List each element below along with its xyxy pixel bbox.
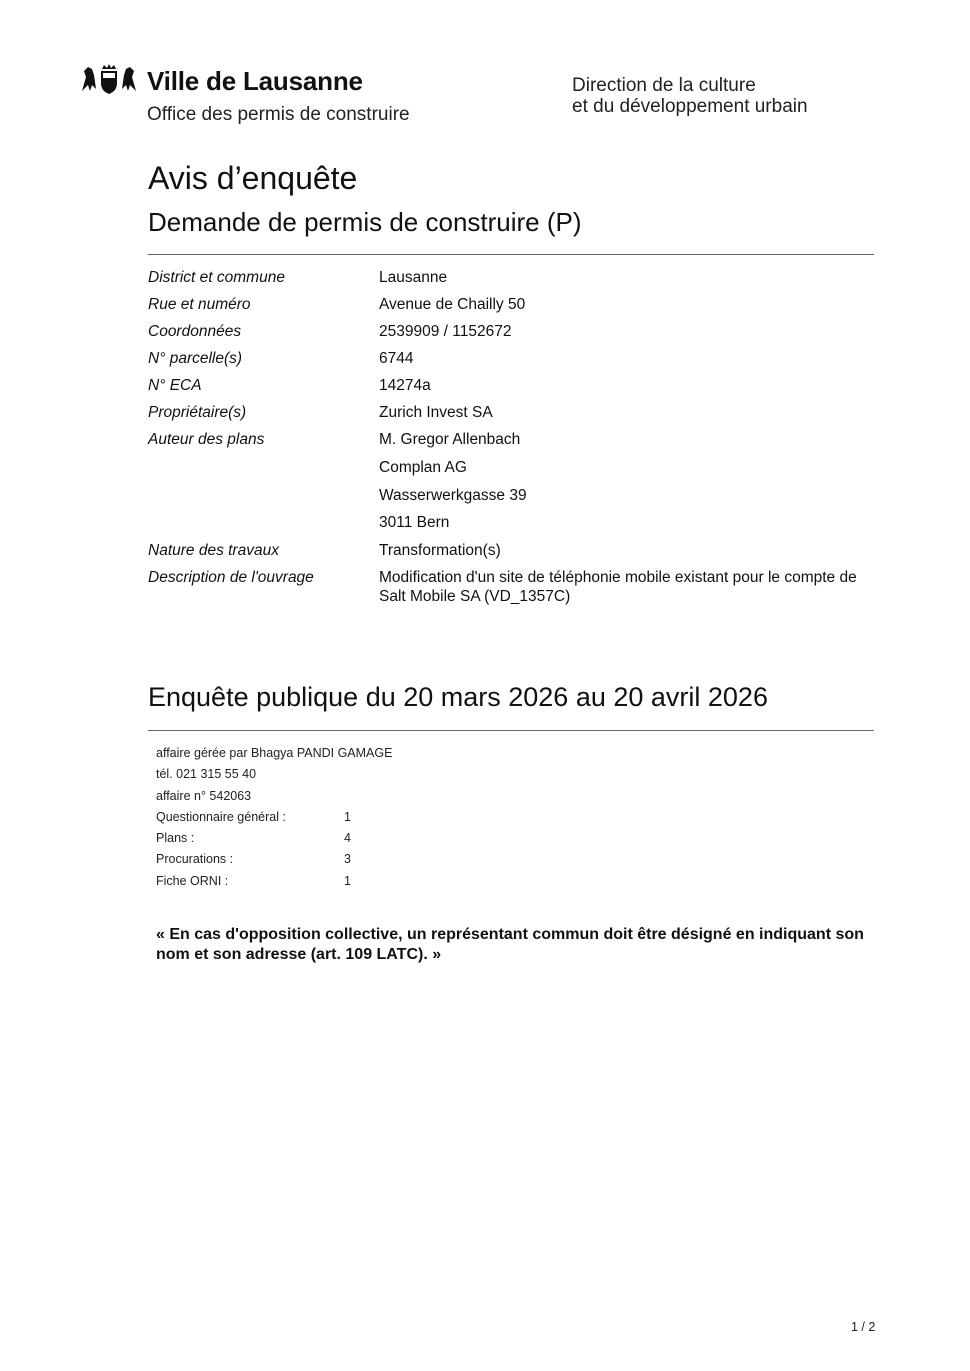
page-number: 1 / 2 bbox=[851, 1320, 876, 1334]
enquete-title: Enquête publique du 20 mars 2026 au 20 avril 2026 bbox=[148, 682, 768, 712]
detail-value: Avenue de Chailly 50 bbox=[379, 296, 526, 313]
detail-row bbox=[148, 568, 874, 606]
detail-label: Nature des travaux bbox=[148, 541, 279, 559]
case-number: affaire n° 542063 bbox=[156, 788, 252, 803]
detail-value: M. Gregor Allenbach bbox=[379, 431, 521, 448]
detail-label bbox=[148, 513, 379, 541]
document-count-row bbox=[156, 830, 392, 851]
document-count-row bbox=[156, 851, 392, 872]
direction-line-2: et du développement urbain bbox=[572, 96, 808, 117]
detail-label: Coordonnées bbox=[148, 323, 242, 340]
detail-label bbox=[148, 486, 379, 514]
page-subtitle: Demande de permis de construire (P) bbox=[148, 207, 582, 237]
detail-value: 2539909 / 1152672 bbox=[379, 323, 512, 340]
detail-label: District et commune bbox=[148, 269, 285, 286]
document-count-row bbox=[156, 809, 392, 830]
document-label: Fiche ORNI : bbox=[156, 873, 229, 888]
document-count: 3 bbox=[344, 852, 351, 867]
detail-value: 6744 bbox=[379, 350, 414, 367]
detail-label: Auteur des plans bbox=[148, 431, 265, 448]
divider bbox=[148, 730, 874, 731]
detail-row bbox=[148, 430, 874, 458]
document-label: Procurations : bbox=[156, 852, 234, 867]
detail-row bbox=[148, 486, 874, 514]
document-count: 1 bbox=[344, 809, 351, 824]
managed-by: affaire gérée par Bhagya PANDI GAMAGE bbox=[156, 746, 393, 760]
detail-label: N° ECA bbox=[148, 377, 202, 394]
detail-label bbox=[148, 458, 379, 486]
document-count: 1 bbox=[344, 873, 351, 888]
detail-value: Modification d'un site de téléphonie mobile existant pour le compte de Salt Mobile SA (VD_1357C) bbox=[379, 569, 857, 605]
detail-row bbox=[148, 322, 874, 349]
detail-value: 3011 Bern bbox=[379, 514, 450, 531]
detail-value: 14274a bbox=[379, 377, 431, 394]
detail-value: Lausanne bbox=[379, 269, 448, 286]
direction-name bbox=[572, 75, 808, 117]
detail-label: Description de l'ouvrage bbox=[148, 569, 314, 586]
document-label: Questionnaire général : bbox=[156, 809, 286, 824]
detail-row bbox=[148, 403, 874, 430]
detail-label: Rue et numéro bbox=[148, 296, 251, 313]
city-name: Ville de Lausanne bbox=[147, 66, 363, 96]
detail-value: Wasserwerkgasse 39 bbox=[379, 486, 527, 504]
collective-opposition-notice: « En cas d'opposition collective, un représentant commun doit être désigné en indiquant son nom et son adresse (art. 109 LATC). » bbox=[156, 926, 864, 963]
lausanne-coat-of-arms-icon bbox=[80, 63, 138, 95]
document-count: 4 bbox=[344, 831, 351, 846]
detail-row bbox=[148, 513, 874, 541]
detail-row bbox=[148, 376, 874, 403]
detail-row bbox=[148, 349, 874, 376]
detail-value: Complan AG bbox=[379, 459, 467, 476]
direction-line-1: Direction de la culture bbox=[572, 75, 756, 96]
details-table bbox=[148, 268, 874, 606]
detail-row bbox=[148, 295, 874, 322]
page-title: Avis d’enquête bbox=[148, 160, 358, 196]
detail-value: Zurich Invest SA bbox=[379, 404, 493, 421]
document-label: Plans : bbox=[156, 831, 195, 846]
case-info bbox=[156, 745, 392, 894]
detail-row bbox=[148, 541, 874, 569]
detail-label: N° parcelle(s) bbox=[148, 350, 243, 367]
divider bbox=[148, 254, 874, 255]
detail-row bbox=[148, 458, 874, 486]
detail-label: Propriétaire(s) bbox=[148, 404, 247, 421]
detail-row bbox=[148, 268, 874, 295]
document-count-row bbox=[156, 873, 392, 894]
phone: tél. 021 315 55 40 bbox=[156, 767, 257, 782]
office-name: Office des permis de construire bbox=[147, 104, 410, 125]
detail-value: Transformation(s) bbox=[379, 541, 501, 559]
